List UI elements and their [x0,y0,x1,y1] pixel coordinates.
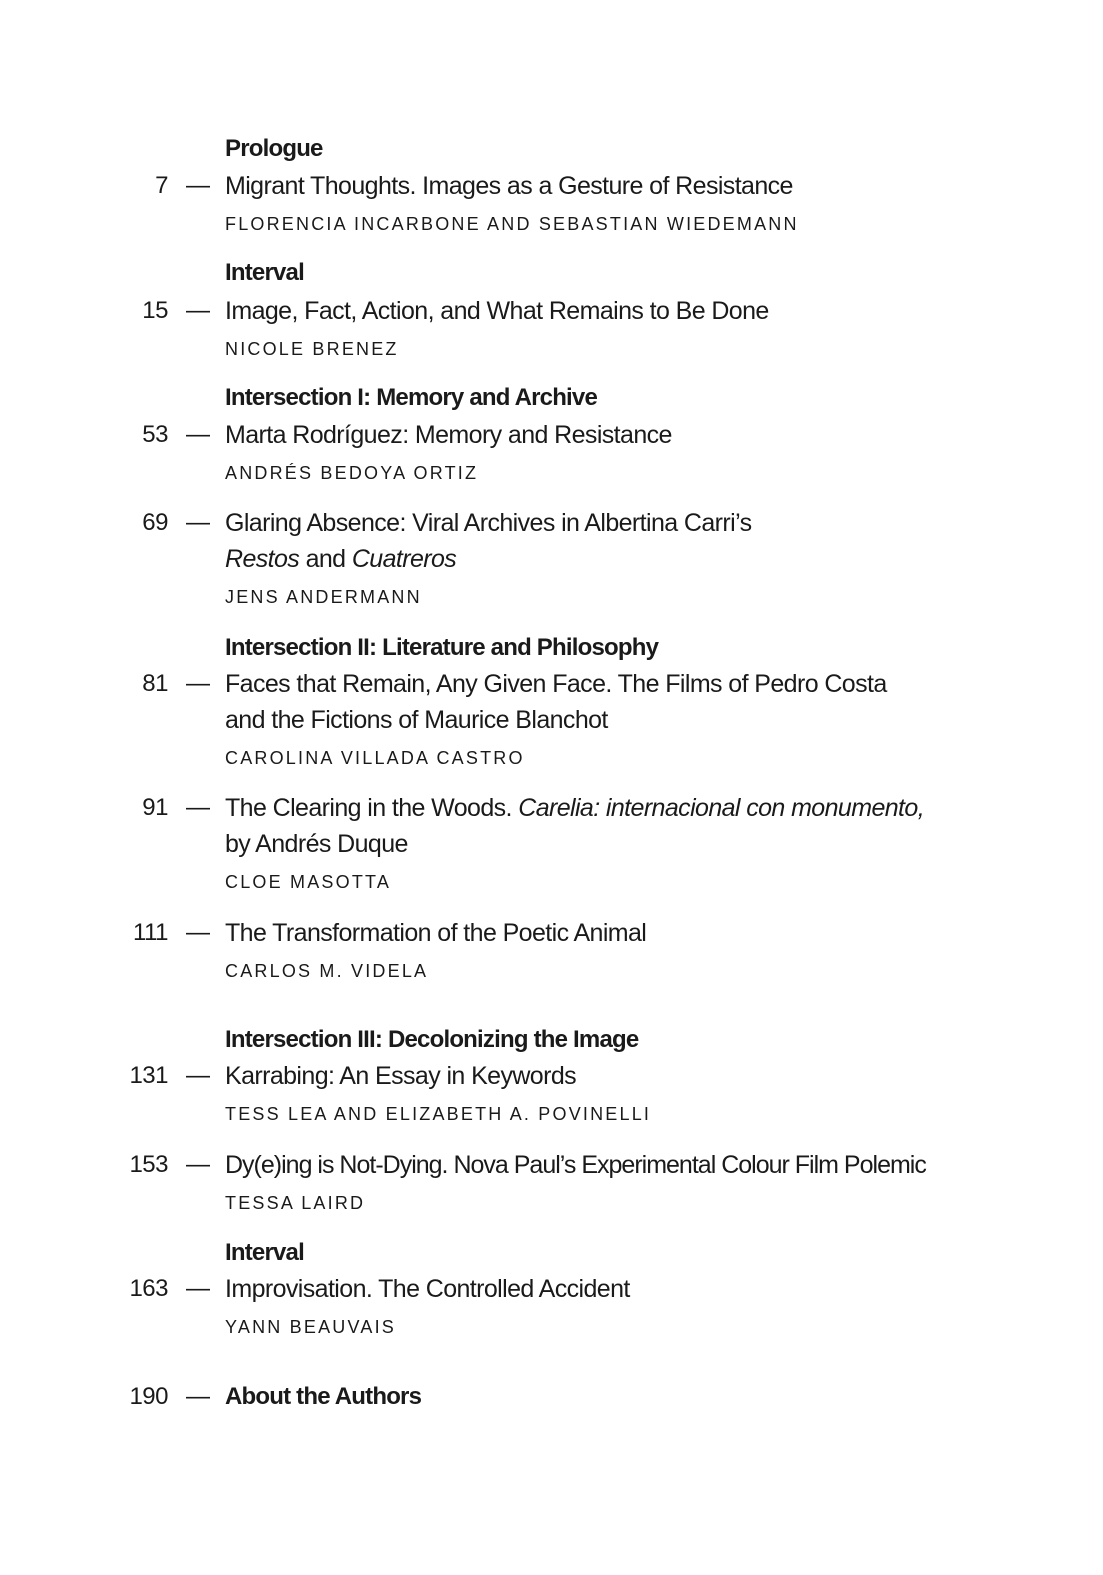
page-number: 111 [133,919,168,946]
italic-title: Restos [225,545,300,573]
entry-title[interactable]: Dy(e)ing is Not-Dying. Nova Paul’s Experimental Colour Film Polemic [225,1151,926,1179]
entry-author: TESSA LAIRD [225,1193,366,1213]
dash: — [186,172,210,199]
entry-author: FLORENCIA INCARBONE AND SEBASTIAN WIEDEMANN [225,214,799,234]
entry-author: ANDRÉS BEDOYA ORTIZ [225,463,479,483]
entry-author: TESS LEA AND ELIZABETH A. POVINELLI [225,1104,652,1124]
entry-author: YANN BEAUVAIS [225,1317,396,1337]
page-number: 91 [142,794,168,821]
entry-author: JENS ANDERMANN [225,587,422,607]
page-number: 15 [142,297,168,324]
italic-title: Carelia: internacional con monumento, [518,794,925,822]
page-number: 7 [155,172,168,199]
dash: — [186,421,210,448]
entry-title[interactable]: Image, Fact, Action, and What Remains to Be Done [225,297,769,325]
dash: — [186,1151,210,1178]
page-number: 190 [129,1383,168,1410]
section-heading: Prologue [225,135,323,162]
entry-title[interactable]: Improvisation. The Controlled Accident [225,1275,630,1303]
entry-title[interactable]: The Transformation of the Poetic Animal [225,919,647,947]
italic-title: Cuatreros [351,545,457,573]
conjunction: and [299,545,352,573]
page-number: 81 [142,670,168,697]
section-heading: Intersection III: Decolonizing the Image [225,1026,639,1053]
entry-author: NICOLE BRENEZ [225,339,399,359]
page-number: 53 [142,421,168,448]
entry-title[interactable]: About the Authors [225,1383,422,1410]
dash: — [186,794,210,821]
dash: — [186,509,210,536]
entry-title-line2[interactable]: and the Fictions of Maurice Blanchot [225,706,608,734]
dash: — [186,1062,210,1089]
entry-title-line2[interactable]: by Andrés Duque [225,830,408,858]
entry-title[interactable]: Marta Rodríguez: Memory and Resistance [225,421,672,449]
entry-title[interactable] [225,793,924,823]
entry-author: CARLOS M. VIDELA [225,961,429,981]
entry-title[interactable]: Glaring Absence: Viral Archives in Albertina Carri’s [225,509,752,537]
section-heading: Interval [225,1239,304,1266]
page-number: 69 [142,509,168,536]
section-heading: Intersection II: Literature and Philosophy [225,634,659,661]
page-number: 131 [129,1062,168,1089]
entry-author: CLOE MASOTTA [225,872,392,892]
dash: — [186,670,210,697]
dash: — [186,1383,210,1410]
entry-title-line2[interactable] [225,544,456,574]
page-number: 163 [129,1275,168,1302]
section-heading: Interval [225,259,304,286]
entry-title[interactable]: Karrabing: An Essay in Keywords [225,1062,577,1090]
entry-title-roman: The Clearing in the Woods. [225,794,519,822]
entry-title[interactable]: Migrant Thoughts. Images as a Gesture of Resistance [225,172,793,200]
dash: — [186,297,210,324]
section-heading: Intersection I: Memory and Archive [225,384,598,411]
entry-author: CAROLINA VILLADA CASTRO [225,748,525,768]
page-number: 153 [129,1151,168,1178]
entry-title[interactable]: Faces that Remain, Any Given Face. The Films of Pedro Costa [225,670,887,698]
dash: — [186,1275,210,1302]
dash: — [186,919,210,946]
